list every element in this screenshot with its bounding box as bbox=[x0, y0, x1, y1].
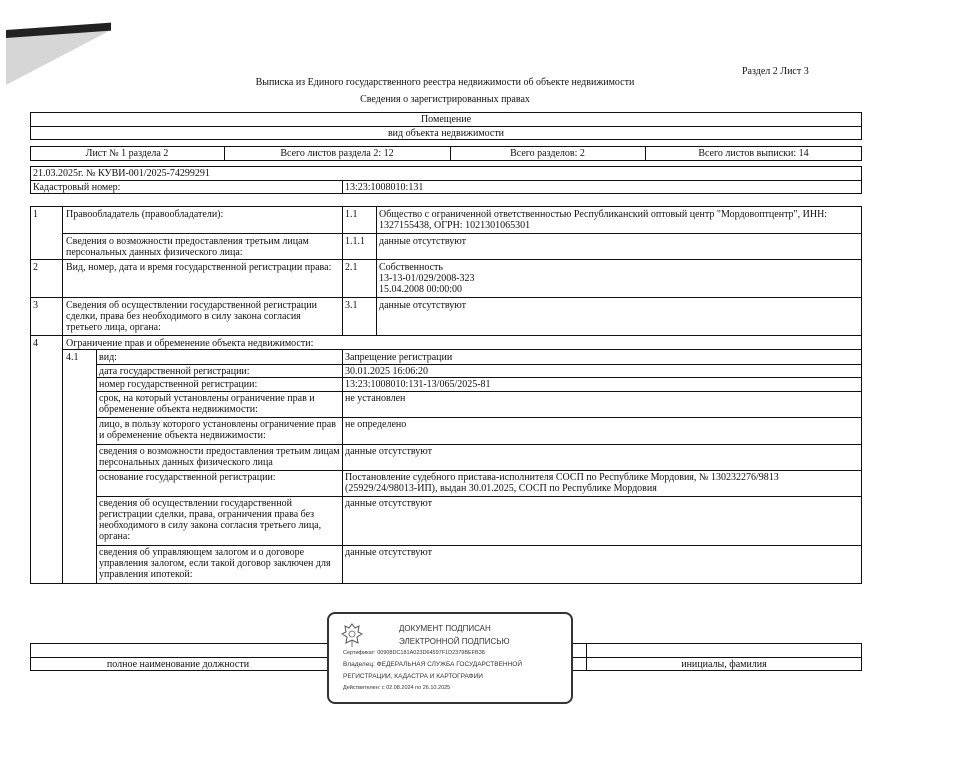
restriction-term-value: не установлен bbox=[345, 393, 406, 404]
row-2-number: 2 bbox=[33, 262, 38, 273]
pledge-manager-label: сведения об управляющем залогом и о договоре управления залогом, если такой договор заключен для управления ипотекой: bbox=[99, 547, 331, 580]
row-1-sub: 1.1 bbox=[345, 209, 358, 220]
total-sections: Всего разделов: 2 bbox=[510, 148, 585, 159]
restriction-type-value: Запрещение регистрации bbox=[345, 352, 453, 363]
object-type-value: Помещение bbox=[420, 114, 472, 125]
restriction-term-label: срок, на который установлены ограничение прав и обременение объекта недвижимости: bbox=[99, 393, 315, 415]
pledge-manager-value: данные отсутствуют bbox=[345, 547, 432, 558]
consent-info-value: данные отсутствуют bbox=[345, 498, 432, 509]
row-2-sub: 2.1 bbox=[345, 262, 358, 273]
stamp-title-line2: ЭЛЕКТРОННОЙ ПОДПИСЬЮ bbox=[399, 637, 510, 646]
total-sheets-extract: Всего листов выписки: 14 bbox=[698, 148, 809, 159]
electronic-signature-stamp bbox=[327, 612, 573, 704]
document-subtitle: Сведения о зарегистрированных правах bbox=[360, 94, 530, 105]
row-3-number: 3 bbox=[33, 300, 38, 311]
sheet-number: Лист № 1 раздела 2 bbox=[85, 148, 169, 159]
row-2-label: Вид, номер, дата и время государственной регистрации права: bbox=[66, 262, 332, 273]
consent-info-label: сведения об осуществлении государственной регистрации сделки, права, ограничения права без необходимого в силу закона согласия третьего лица, органа: bbox=[99, 498, 322, 542]
coat-of-arms-icon bbox=[341, 622, 363, 648]
stamp-owner-line1: Владелец: ФЕДЕРАЛЬНАЯ СЛУЖБА ГОСУДАРСТВЕННОЙ bbox=[343, 661, 523, 668]
restriction-type-label: вид: bbox=[99, 352, 117, 363]
row-3-sub: 3.1 bbox=[345, 300, 358, 311]
row-4-label: Ограничение прав и обременение объекта недвижимости: bbox=[66, 338, 314, 349]
row-1-1-sub: 1.1.1 bbox=[345, 236, 365, 247]
extract-date-number: 21.03.2025г. № КУВИ-001/2025-74299291 bbox=[33, 168, 210, 179]
document-title: Выписка из Единого государственного реестра недвижимости об объекте недвижимости bbox=[255, 77, 635, 88]
initials-caption: инициалы, фамилия bbox=[681, 659, 767, 670]
cadastral-label: Кадастровый номер: bbox=[33, 182, 121, 193]
beneficiary-value: не определено bbox=[345, 419, 407, 430]
personal-data-label: сведения о возможности предоставления третьим лицам персональных данных физического лица bbox=[99, 446, 340, 468]
row-3-label: Сведения об осуществлении государственной регистрации сделки, права без необходимого в силу закона согласия третьего лица, органа: bbox=[66, 300, 317, 333]
beneficiary-label: лицо, в пользу которого установлены ограничение прав и обременение объекта недвижимости: bbox=[99, 419, 336, 441]
registration-basis-value: Постановление судебного пристава-исполнителя СОСП по Республике Мордовия, № 130232276/9813 (25929/24/98013-ИП), выдан 30.01.2025, СОСП по Республике Мордовия bbox=[345, 472, 779, 494]
cadastral-value: 13:23:1008010:131 bbox=[345, 182, 424, 193]
row-1-1-value: данные отсутствуют bbox=[379, 236, 466, 247]
row-1-label: Правообладатель (правообладатели): bbox=[66, 209, 224, 220]
section-sheet-label: Раздел 2 Лист 3 bbox=[742, 66, 809, 77]
object-type-caption: вид объекта недвижимости bbox=[387, 128, 505, 139]
registration-date-label: дата государственной регистрации: bbox=[99, 366, 250, 377]
row-1-1-label: Сведения о возможности предоставления третьим лицам персональных данных физического лица: bbox=[66, 236, 309, 258]
row-3-value: данные отсутствуют bbox=[379, 300, 466, 311]
row-2-right-type: Собственность bbox=[379, 262, 443, 273]
row-4-1-sub: 4.1 bbox=[66, 352, 79, 363]
row-4-number: 4 bbox=[33, 338, 38, 349]
registration-basis-label: основание государственной регистрации: bbox=[99, 472, 276, 483]
stamp-certificate: Сертификат: 00908DC181A023D64597F1D2379BEFB38 bbox=[343, 650, 485, 656]
row-2-reg-number: 13-13-01/029/2008-323 bbox=[379, 273, 475, 284]
registration-number-value: 13:23:1008010:131-13/065/2025-81 bbox=[345, 379, 491, 390]
stamp-title-line1: ДОКУМЕНТ ПОДПИСАН bbox=[399, 624, 491, 633]
registration-date-value: 30.01.2025 16:06:20 bbox=[345, 366, 429, 377]
row-1-value: Общество с ограниченной ответственностью Республиканский оптовый центр "Мордовоптцентр", ИНН: 1327155438, ОГРН: 1021301065301 bbox=[379, 209, 828, 231]
registration-number-label: номер государственной регистрации: bbox=[99, 379, 258, 390]
row-2-reg-date: 15.04.2008 00:00:00 bbox=[379, 284, 463, 295]
position-caption: полное наименование должности bbox=[106, 659, 250, 670]
row-1-number: 1 bbox=[33, 209, 38, 220]
total-sheets-section: Всего листов раздела 2: 12 bbox=[280, 148, 394, 159]
stamp-owner-line2: РЕГИСТРАЦИИ, КАДАСТРА И КАРТОГРАФИИ bbox=[343, 673, 483, 680]
personal-data-value: данные отсутствуют bbox=[345, 446, 432, 457]
stamp-validity: Действителен: с 02.08.2024 по 26.10.2025 bbox=[343, 685, 451, 691]
